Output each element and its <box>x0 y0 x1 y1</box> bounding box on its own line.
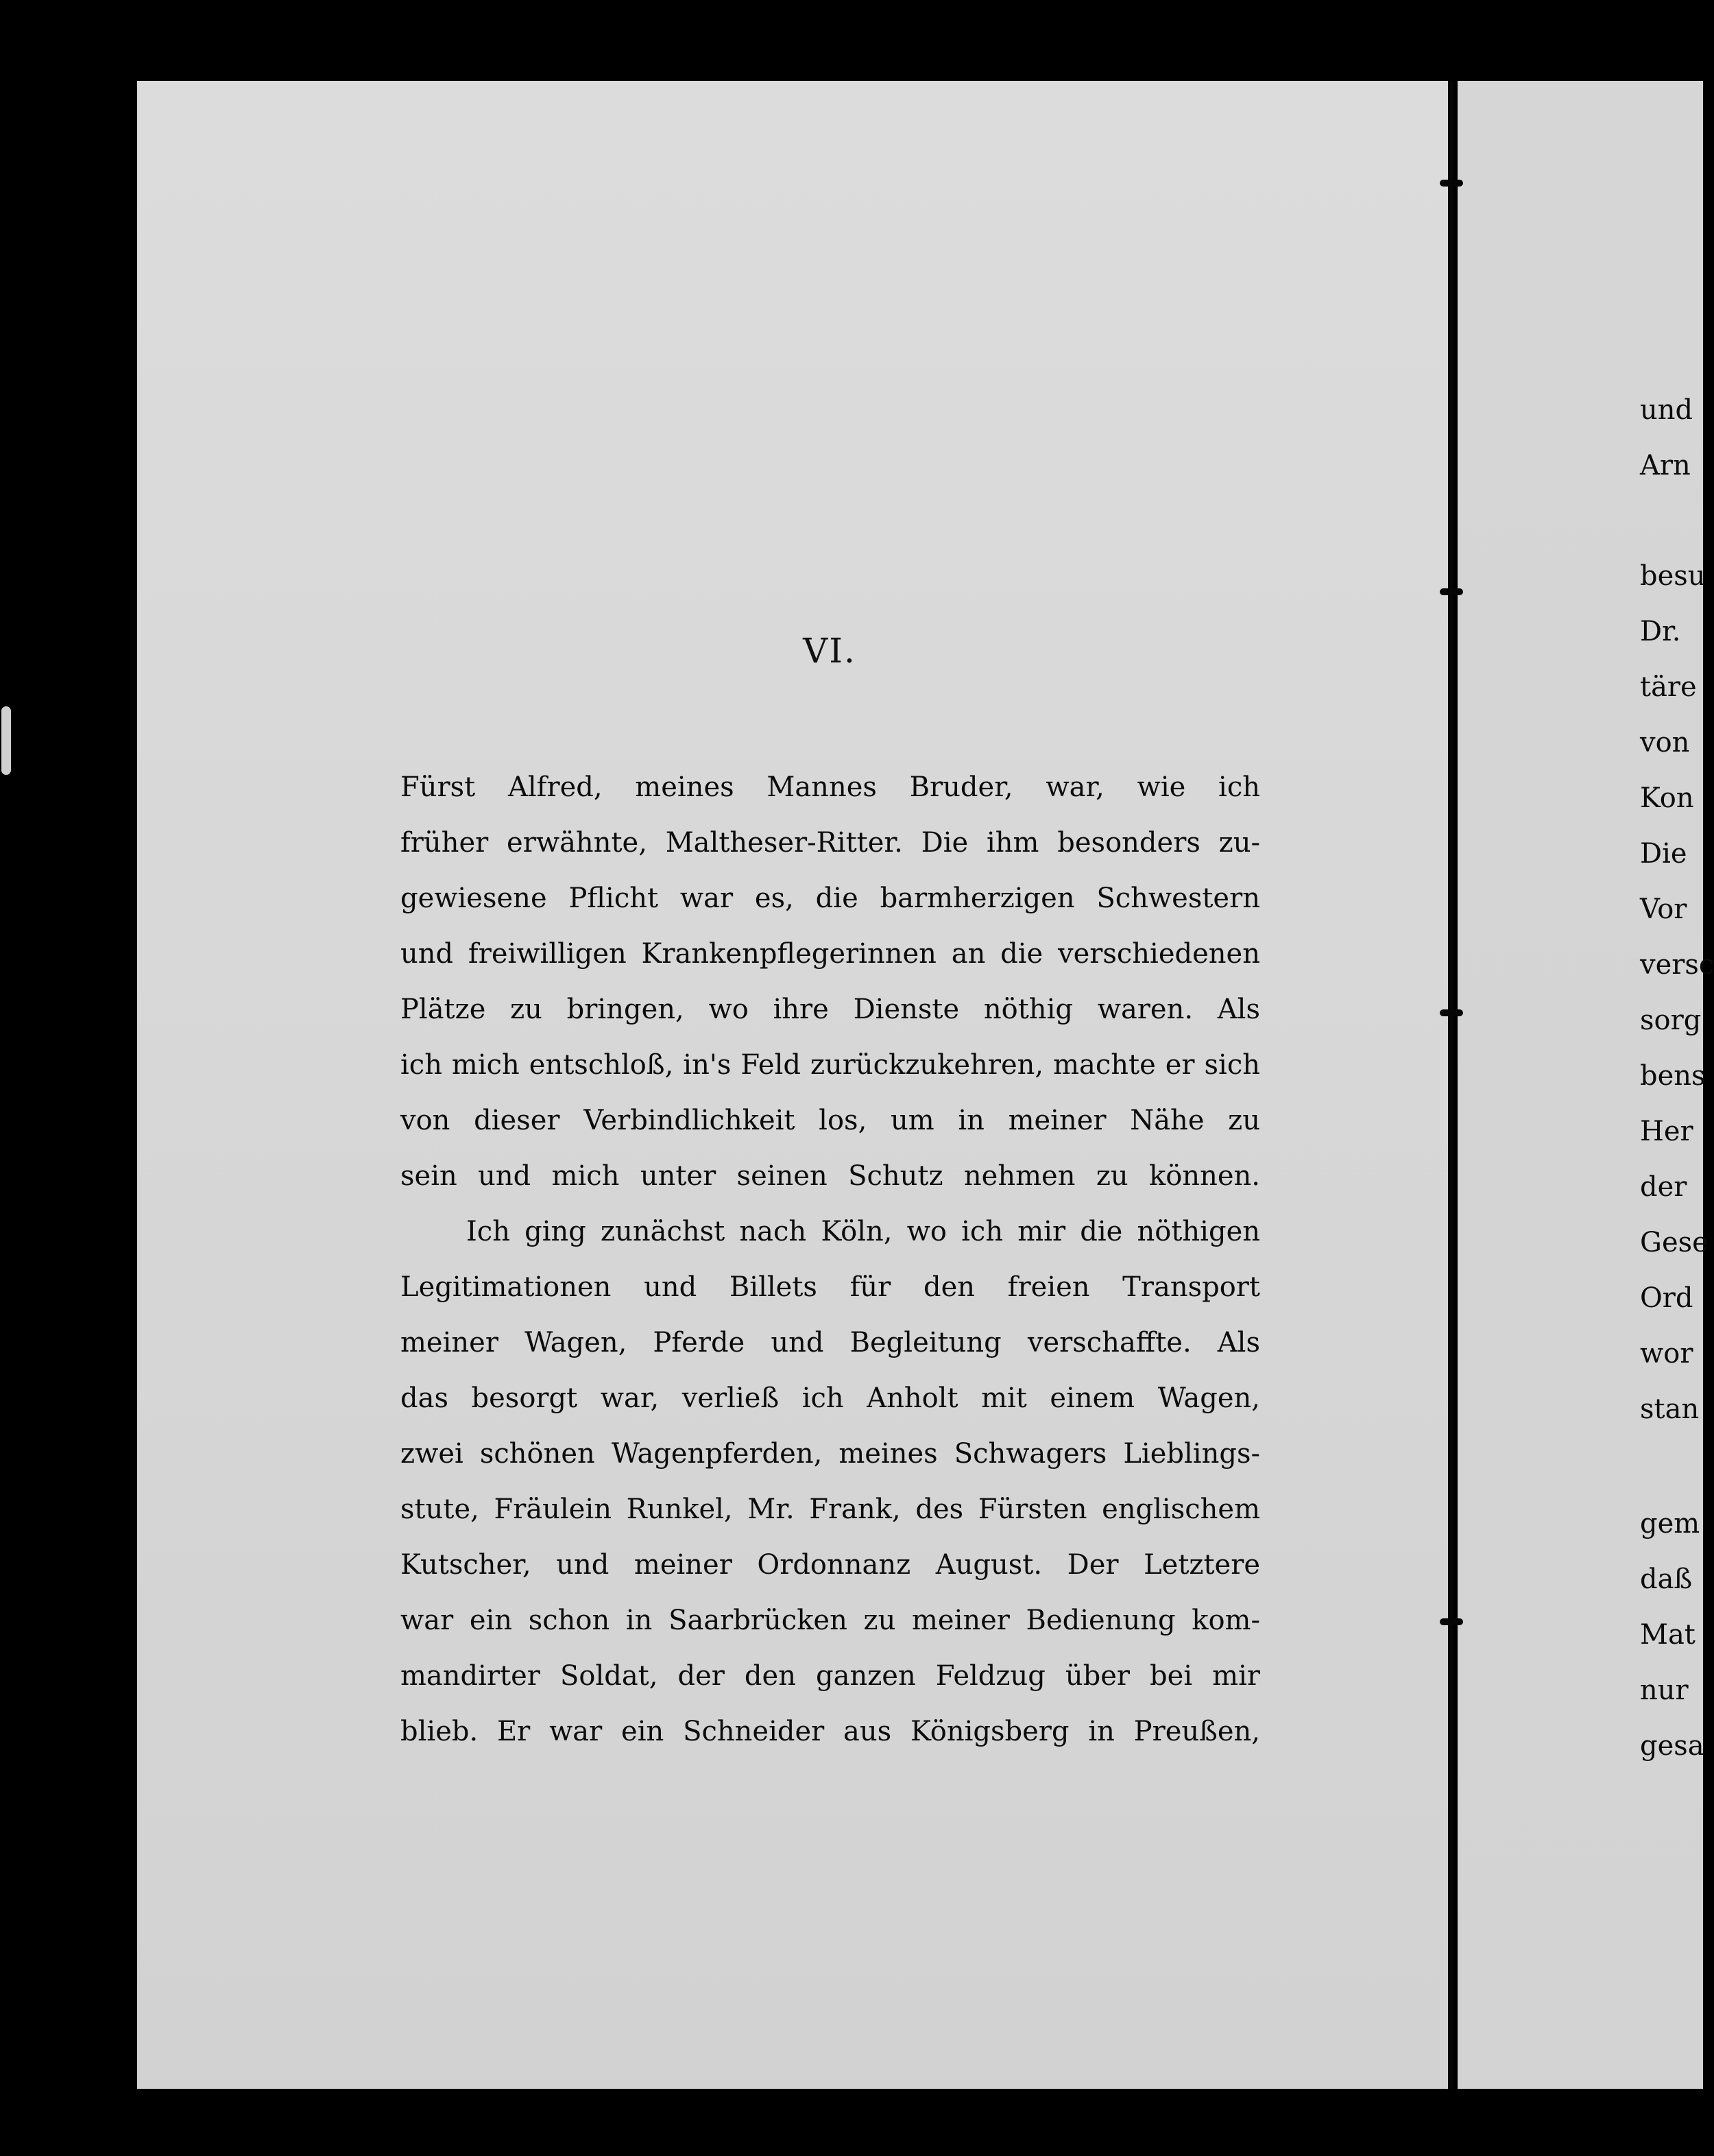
text-fragment: wor <box>1640 1338 1693 1369</box>
text-line: ich mich entschloß, in's Feld zurückzukehren, machte er sich <box>400 1049 1260 1081</box>
text-line: Kutscher, und meiner Ordonnanz August. Der Letztere <box>400 1549 1260 1581</box>
text-fragment: Ord <box>1640 1282 1693 1314</box>
text-fragment: und <box>1640 394 1693 426</box>
text-line: Plätze zu bringen, wo ihre Dienste nöthig waren. Als <box>400 994 1260 1025</box>
text-fragment: der <box>1640 1171 1687 1203</box>
text-fragment: gem <box>1640 1508 1700 1540</box>
gutter-tick <box>1440 588 1463 595</box>
text-fragment: von <box>1640 727 1690 758</box>
text-fragment: nur <box>1640 1675 1689 1706</box>
gutter-tick <box>1440 180 1463 187</box>
text-line: Ich ging zunächst nach Köln, wo ich mir die nöthigen <box>466 1216 1260 1247</box>
text-fragment: Arn <box>1640 450 1691 481</box>
text-line: blieb. Er war ein Schneider aus Königsberg in Preußen, <box>400 1716 1260 1747</box>
text-fragment: Mat <box>1640 1619 1695 1651</box>
text-fragment: stan <box>1640 1393 1700 1425</box>
text-line: gewiesene Pflicht war es, die barmherzigen Schwestern <box>400 883 1260 914</box>
text-fragment: Die <box>1640 838 1687 870</box>
right-page-fragment-top <box>1640 383 1703 494</box>
text-line: meiner Wagen, Pferde und Begleitung verschaffte. Als <box>400 1327 1260 1358</box>
text-fragment: Kon <box>1640 782 1694 814</box>
text-line: Legitimationen und Billets für den freien Transport <box>400 1271 1260 1303</box>
text-fragment: gesa <box>1640 1730 1704 1762</box>
text-line: war ein schon in Saarbrücken zu meiner Bedienung kom- <box>400 1605 1260 1636</box>
body-text <box>400 760 1260 1760</box>
page-gutter <box>1448 81 1453 2089</box>
text-fragment: besu <box>1640 560 1706 592</box>
text-fragment: Gese <box>1640 1227 1709 1258</box>
text-line: zwei schönen Wagenpferden, meines Schwagers Lieblings- <box>400 1438 1260 1470</box>
chapter-heading: VI. <box>803 631 856 671</box>
text-fragment: Vor <box>1640 894 1687 925</box>
right-page-fragment-bottom <box>1640 1496 1703 1774</box>
right-page-fragment-middle <box>1640 549 1714 1437</box>
text-line: Fürst Alfred, meines Mannes Bruder, war, wie ich <box>400 771 1260 803</box>
text-line: das besorgt war, verließ ich Anholt mit einem Wagen, <box>400 1382 1260 1414</box>
text-fragment: täre <box>1640 671 1697 703</box>
text-fragment: Dr. <box>1640 616 1681 647</box>
text-fragment: versc <box>1640 949 1714 981</box>
text-fragment: daß <box>1640 1564 1693 1595</box>
text-line: von dieser Verbindlichkeit los, um in meiner Nähe zu <box>400 1105 1260 1136</box>
text-line: früher erwähnte, Maltheser-Ritter. Die ihm besonders zu- <box>400 827 1260 859</box>
gutter-tick <box>1440 1618 1463 1625</box>
gutter-tick <box>1440 1009 1463 1016</box>
text-line: sein und mich unter seinen Schutz nehmen zu können. <box>400 1160 1260 1192</box>
text-line: stute, Fräulein Runkel, Mr. Frank, des Fürsten englischem <box>400 1494 1260 1525</box>
text-fragment: bens <box>1640 1060 1706 1092</box>
text-line: mandirter Soldat, der den ganzen Feldzug über bei mir <box>400 1660 1260 1692</box>
text-fragment: sorg <box>1640 1005 1702 1036</box>
text-fragment: Her <box>1640 1116 1693 1147</box>
text-line: und freiwilligen Krankenpflegerinnen an die verschiedenen <box>400 938 1260 970</box>
scan-edge-mark <box>1 706 11 775</box>
